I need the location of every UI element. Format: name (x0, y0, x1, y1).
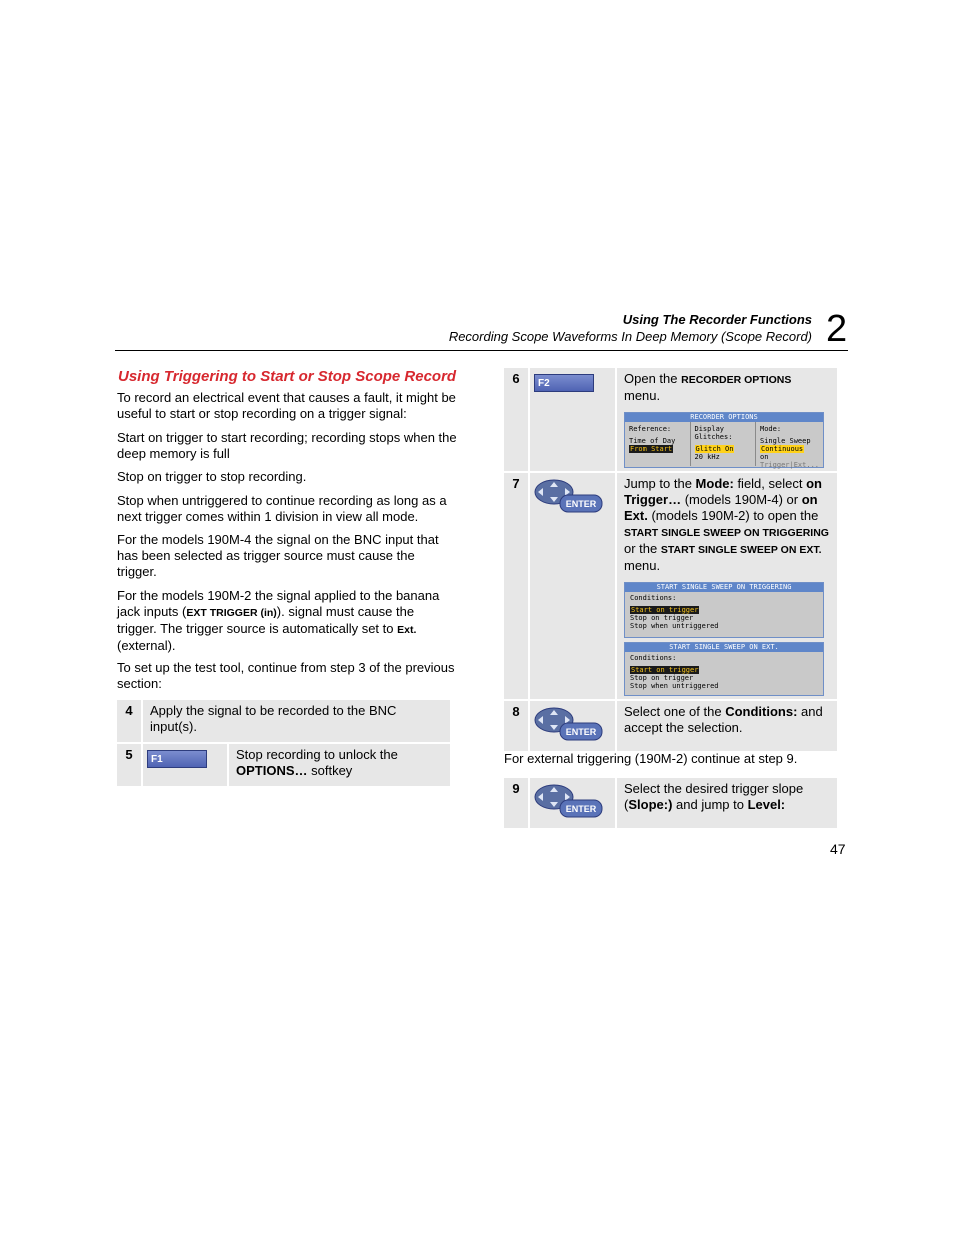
step-row (117, 700, 450, 742)
step9-table (502, 776, 839, 830)
left-steps-table (115, 698, 452, 788)
f2-key-icon: F2 (534, 374, 594, 392)
glitches-column: Display Glitches: Glitch On 20 kHz (691, 422, 757, 466)
step-number: 6 (504, 368, 528, 471)
model-190m4-paragraph: For the models 190M-4 the signal on the BNC input that has been selected as trigger source must cause the trigger. (117, 532, 439, 579)
setup-paragraph: To set up the test tool, continue from step 3 of the previous section: (117, 660, 455, 691)
step-number: 9 (504, 778, 528, 828)
start-single-sweep-ext-screen: START SINGLE SWEEP ON EXT. Conditions: Start on trigger Stop on trigger Stop when untriggered (624, 642, 824, 696)
step-content (617, 368, 837, 471)
chapter-number: 2 (826, 308, 848, 350)
stop-on-trigger-paragraph: Stop on trigger to stop recording. (117, 469, 307, 484)
running-header-subtitle: Recording Scope Waveforms In Deep Memory (Scope Record) (448, 329, 812, 344)
step-text: Stop recording to unlock the OPTIONS… softkey (229, 744, 450, 786)
external-trigger-note: For external triggering (190M-2) continue at step 9. (504, 751, 798, 766)
header-rule (115, 350, 848, 351)
key-cell (530, 368, 615, 471)
running-header-title: Using The Recorder Functions (622, 312, 812, 327)
step-number: 7 (504, 473, 528, 699)
model-190m2-paragraph: For the models 190M-2 the signal applied to the banana jack inputs (EXT TRIGGER (in)). signal must cause the trigger. The trigger source is automatically set to Ext. (external). (117, 588, 440, 653)
enter-label: ENTER (565, 499, 597, 509)
step-row (504, 473, 837, 699)
intro-paragraph: To record an electrical event that causes a fault, it might be useful to start or stop recording on a trigger signal: (117, 390, 456, 421)
recorder-options-screen (624, 412, 824, 468)
key-cell (143, 744, 227, 786)
step-number: 8 (504, 701, 528, 751)
step-text: Apply the signal to be recorded to the BNC input(s). (143, 700, 450, 742)
step-row (504, 701, 837, 751)
step-content (617, 473, 837, 699)
screen-title: START SINGLE SWEEP ON EXT. (625, 643, 823, 652)
right-steps-table (502, 366, 839, 753)
mode-column: Mode: Single Sweep Continuous on Trigger|Ext... (760, 425, 820, 469)
step-row (117, 744, 450, 786)
enter-arrow-keys-icon (534, 782, 604, 820)
step-number: 4 (117, 700, 141, 742)
enter-arrow-keys-icon (534, 477, 604, 515)
section-title: Using Triggering to Start or Stop Scope Record (118, 368, 457, 385)
screen-title: START SINGLE SWEEP ON TRIGGERING (625, 583, 823, 592)
start-on-trigger-paragraph: Start on trigger to start recording; recording stops when the deep memory is full (117, 430, 457, 461)
step-number: 5 (117, 744, 141, 786)
step-text: Select one of the Conditions: and accept the selection. (617, 701, 837, 751)
start-single-sweep-trigger-screen: START SINGLE SWEEP ON TRIGGERING Conditions: Start on trigger Stop on trigger Stop when untriggered (624, 582, 824, 638)
key-cell (530, 701, 615, 751)
step-text: Jump to the Mode: field, select on Trigger… (models 190M-4) or on Ext. (models 190M-2) to open the START SINGLE SWEEP ON TRIGGERING or the START SINGLE SWEEP ON EXT. menu. (624, 476, 829, 573)
f1-key-icon: F1 (147, 750, 207, 768)
enter-arrow-keys-icon (534, 705, 604, 743)
step-text: Select the desired trigger slope (Slope:) and jump to Level: (617, 778, 837, 828)
screen-title: RECORDER OPTIONS (625, 413, 823, 422)
step-text: Open the RECORDER OPTIONS menu. (624, 371, 792, 403)
step-row (504, 368, 837, 471)
page-number: 47 (830, 841, 846, 857)
key-cell (530, 778, 615, 828)
key-cell (530, 473, 615, 699)
stop-untriggered-paragraph: Stop when untriggered to continue recording as long as a next trigger comes within 1 division in view all mode. (117, 493, 447, 524)
enter-label: ENTER (565, 727, 597, 737)
reference-column: Reference: Time of Day From Start (625, 422, 691, 466)
step-row (504, 778, 837, 828)
enter-label: ENTER (565, 804, 597, 814)
